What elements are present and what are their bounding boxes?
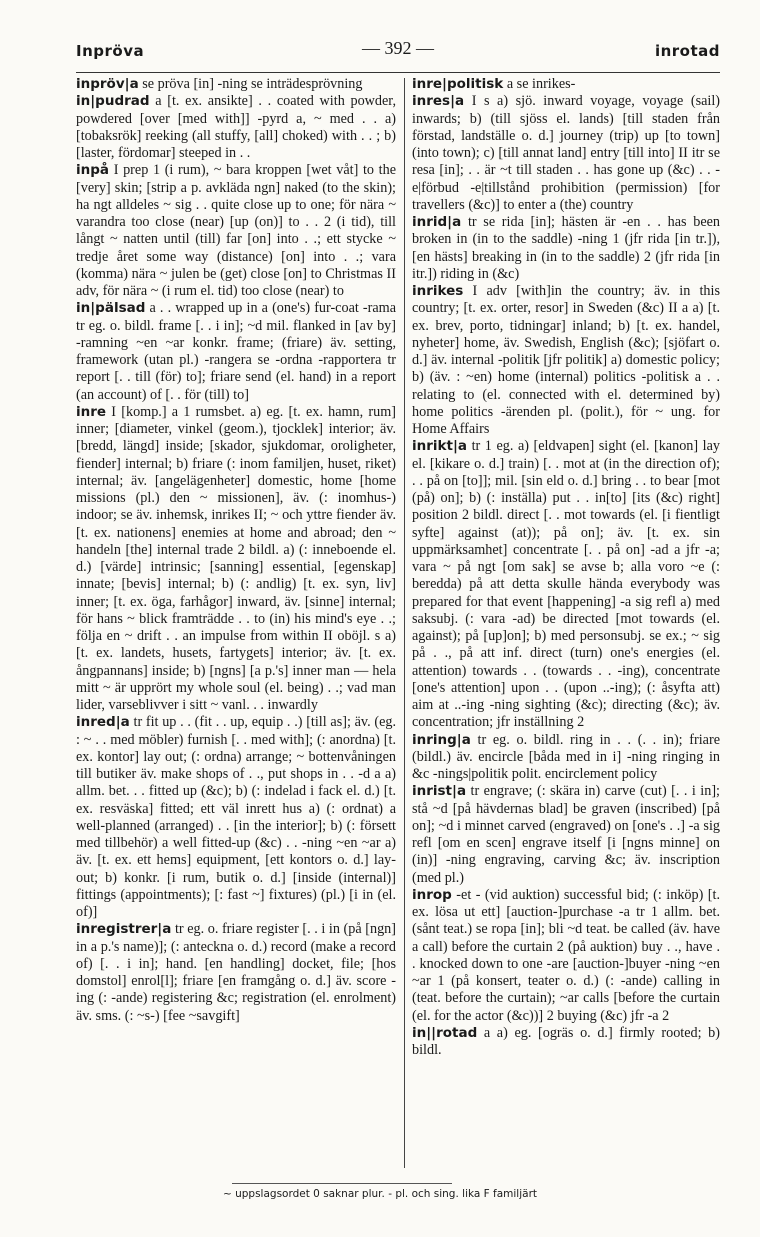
- entry-headword: inrop: [412, 886, 452, 903]
- dictionary-entry: [412, 732, 720, 784]
- footer-legend: ~ uppslagsordet 0 saknar plur. - pl. och sing. lika F familjärt: [222, 1188, 538, 1200]
- entry-headword: in||rotad: [412, 1024, 478, 1041]
- entry-headword: in|pälsad: [76, 300, 146, 317]
- dictionary-entry: [412, 1025, 720, 1060]
- entry-headword: inregistrer|a: [76, 921, 172, 938]
- entry-headword: inrikes: [412, 283, 464, 299]
- entry-text: I prep 1 (i rum), ~ bara kroppen [wet våt] to the [very] skin; [strip a p. avkläda ngn] naked (to the skin); ha ngt alldeles ~ sig . . quite close up to one; för nära ~ varandra too close (near) [up (on)] to . . 2 (i tid), till långt ~ natten until (till) far [on] into . .; ett stycke ~ tredje året some way (distance) [on] into . .; vara (komma) nära ~ julen be (get) close [on] to Christmas II adv, för nära ~ (i rum el. tid) too close (near) to: [76, 162, 396, 299]
- running-head-left: Inpröva: [76, 42, 145, 60]
- entry-text: I [komp.] a 1 rumsbet. a) eg. [t. ex. hamn, rum] inner; [diameter, vinkel (geom.), tjocklek] interior; äv. [bredd, längd] inside; [skador, sjukdomar, oroligheter, fiender] internal; b) friare (: inom familjen, huset, riket) internal; äv. [angelägenheter] domestic, home [home missions (pl.) den ~ missionen], äv. (: inomhus-) indoor; se äv. inhemsk, inrikes II; ~ och yttre fiender äv. [t. ex. nationens] enemies at home and abroad; den ~ handeln [the] internal trade 2 bildl. a) (: inneboende el. d.) [värde] intrinsic; [sanning] essential, [egenskap] innate; [bevis] internal; b) (: andlig) [t. ex. syn, liv] inner; [t. ex. öga, farhågor] inward, äv. [sinne] internal; för hans ~ blick framträdde . . to (in) his mind's eye . .; följa en ~ drift . . an impulse from within II oböjl. s a) [t. ex. landets, husets, fartygets] interior; äv. [t. ex. ångpannans] inside; b) [ngns] [a p.'s] inner man — hela mitt ~ är upprört my whole soul (el. being) . .; vad man lider, varseblivver i sitt ~ vanl. . . inwardly: [76, 403, 396, 713]
- dictionary-entry: [412, 783, 720, 887]
- entry-headword: inrid|a: [412, 214, 462, 230]
- dictionary-entry: [412, 887, 720, 1025]
- entry-headword: inres|a: [412, 93, 465, 110]
- running-head-right: inrotad: [654, 42, 720, 60]
- entry-text: a . . wrapped up in a (one's) fur-coat -rama tr eg. o. bildl. frame [. . i in]; ~d mil. flanked in [av by] -ramning ~en ~ar konkr. frame; (friare) äv. setting, framework (utan pl.) -rangera se -ordna -rapportera tr report [. . till (för) to]; friare send (el. hand) in a report (an account) of [. . för (till) to]: [76, 300, 397, 403]
- entry-headword: inre|politisk: [412, 76, 504, 92]
- dictionary-entry: [76, 162, 396, 300]
- entry-headword: inpå: [76, 162, 110, 179]
- entry-headword: inred|a: [76, 714, 130, 731]
- dictionary-entry: [76, 921, 396, 1025]
- entry-text: tr eg. o. bildl. ring in . . (. . in); friare (bildl.) äv. encircle [båda med in i] -ning ringing in &c -nings|politik: [412, 731, 720, 782]
- dictionary-entry: [76, 93, 396, 162]
- page-number: — 392 —: [362, 38, 434, 58]
- entry-headword: inrist|a: [412, 783, 467, 800]
- column-divider: [404, 78, 405, 1168]
- dictionary-entry: [412, 283, 720, 438]
- dictionary-entry: [76, 714, 396, 921]
- dictionary-entry: [76, 404, 396, 715]
- entry-text: -et - (vid auktion) successful bid; (: inköp) [t. ex. lösa ut ett] [auction-]purchase -a tr 1 allm. bet. (sånt teat.) se ropa [in]; bli ~d teat. be called (äv. have a call) before the curtain 2 (på auktion) buy . ., have . . knocked down to one -are [auction-]buyer -ning ~en ~ar 1 (på konsert, teater o. d.) (: -ande) calling in (teat. before the curtain); ~ar calls [before the curtain (el. for the actor (&c))] 2 buying (&c) jfr -a 2: [412, 886, 721, 1024]
- entry-text: a se inrikes-: [506, 76, 576, 92]
- dictionary-columns: [76, 76, 720, 1176]
- entry-text: se pröva [in] -ning se inträdesprövning: [142, 76, 363, 92]
- dictionary-entry: [412, 214, 720, 283]
- entry-headword: inrikt|a: [412, 438, 467, 455]
- left-column: [76, 76, 396, 1025]
- dictionary-entry: [76, 300, 396, 404]
- entry-text-continued: polit. encirclement policy: [511, 766, 658, 782]
- entry-text: tr fit up . . (fit . . up, equip . .) [till as]; äv. (eg. : ~ . . med möbler) furnish [. . med with]; (: anordna) [t. ex. kontor] lay out; (: ordna) arrange; ~ bottenvåningen till butiker äv. make shops of . ., put shops in . . -d a a) allm. bet. . . fitted up (&c); b) (: indelad i fack el. d.) [t. ex. resväska] fitted; ett väl inrett hus a) (: ordnat) a well-planned (arranged) . . [in the interior]; b) (: försett med tillbehör) a well fitted-up (&c) . . -ning ~en ~ar a) äv. [t. ex. ett hems] equipment, [ett kontors o. d.] lay-out; b) konkr. [i rum, butik o. d.] [inside (internal)] fittings (appointments); [: fast ~] fixtures) (pl.) [i in (el. of)]: [76, 714, 397, 920]
- entry-text: tr se rida [in]; hästen är -en . . has been broken in (in to the saddle) -ning 1 (jfr rida [in tr.]), [en hästs] breaking in (in to the saddle) 2 (jfr rida [in itr.]) riding in (&c): [412, 214, 721, 282]
- dictionary-entry: [412, 93, 720, 214]
- page-header: [76, 38, 720, 64]
- entry-text: a [t. ex. ansikte] . . coated with powder, powdered [over [med with]] -pyrd a, ~ med . . a) [tobaksrök] reeking (all stuffy, [all] choked) with . . ; b) [laster, fördomar] steeped in . .: [76, 93, 397, 161]
- dictionary-entry: [412, 76, 720, 93]
- entry-headword: inre: [76, 403, 107, 420]
- dictionary-entry: [76, 76, 396, 93]
- entry-headword: inpröv|a: [76, 76, 139, 92]
- entry-text: tr eg. o. friare register [. . i in (på [ngn] in a p.'s name)]; (: anteckna o. d.) record (make a record of) [. . i in]; hand. [en handling] docket, file; [hos domstol] enrol[l]; friare [en framgång o. d.] äv. score -ing (: -ande) registering &c; registration (el. enrolment) äv. sms. (: ~s-) [fee ~savgift]: [76, 921, 396, 1024]
- entry-text: a a) eg. [ogräs o. d.] firmly rooted; b) bildl.: [412, 1024, 721, 1058]
- entry-text: tr engrave; (: skära in) carve (cut) [. . i in]; stå ~d [på hävdernas blad] be graven (inscribed) [på on]; ~d i minnet carved (engraved) on [one's . .] -a sig refl [om en scen] engrave itself [i [ngns minne] on (in)] -ning engraving, carving &c; äv. inscription (med pl.): [412, 783, 720, 886]
- entry-text: I s a) sjö. inward voyage, voyage (sail) inwards; b) (till sjöss el. lands) [till staden från förstad, landställe o. d.] journey (trip) up [to town] (into town); c) [till annat land] entry [till into] II itr se resa [in]; . . är ~t till staden . . has gone up (&c) . . -e|förbud -e|tillstånd prohibition (permission) [for travellers (&c)] to enter a (the) country: [412, 93, 721, 213]
- entry-text: I adv [with]in the country; äv. in this country; [t. ex. orter, resor] in Sweden (&c) II a a) [t. ex. brev, porto, tidningar] inland; b) [t. ex. handel, nyheter] home, äv. Swedish, English (&c); [sjöfart o. d.] äv. internal -politik [jfr politik] a) domestic policy; b) (äv. : ~en) home (internal) politics -politisk a . . relating to (el. connected with el. determined by) home politics -ärenden pl. (polit.), för ~ ung. for Home Affairs: [412, 283, 720, 437]
- footer-rule: [232, 1183, 452, 1184]
- entry-headword: inring|a: [412, 731, 471, 748]
- entry-headword: in|pudrad: [76, 93, 150, 110]
- entry-text: tr 1 eg. a) [eldvapen] sight (el. [kanon] lay el. [kikare o. d.] train) [. . mot at (in the direction of); . . på on [to]]; mil. [sin eld o. d.] bring . . to bear [mot (på) on]; b) (: inställa) put . . in[to] [its (&c) right] position 2 bildl. direct [. . mot towards (el. [i fientligt syfte] against (at)); på on]; äv. [t. ex. sin uppmärksamhet] concentrate [. . på on] -ad a jfr -a; vara ~ på ngt [om sak] se avse b; alla voro ~e (: beredda) på att detta skulle hända everybody was prepared for that event [happening] -a sig refl a) med saksubj. (: vara -ad) be directed [mot towards (el. against); på [up]on]; b) med personsubj. se ex.; ~ sig på . ., på att inf. direct (turn) one's energies (el. attention) towards . . (towards . . -ing), concentrate [one's attention] upon . . (upon ..-ing); (: åsyfta att) aim at ..-ing -ning sighting (&c); directing (&c); äv. concentration; jfr inställning 2: [412, 438, 720, 731]
- dictionary-entry: [412, 438, 720, 731]
- header-rule: [76, 72, 720, 73]
- right-column: [412, 76, 720, 1059]
